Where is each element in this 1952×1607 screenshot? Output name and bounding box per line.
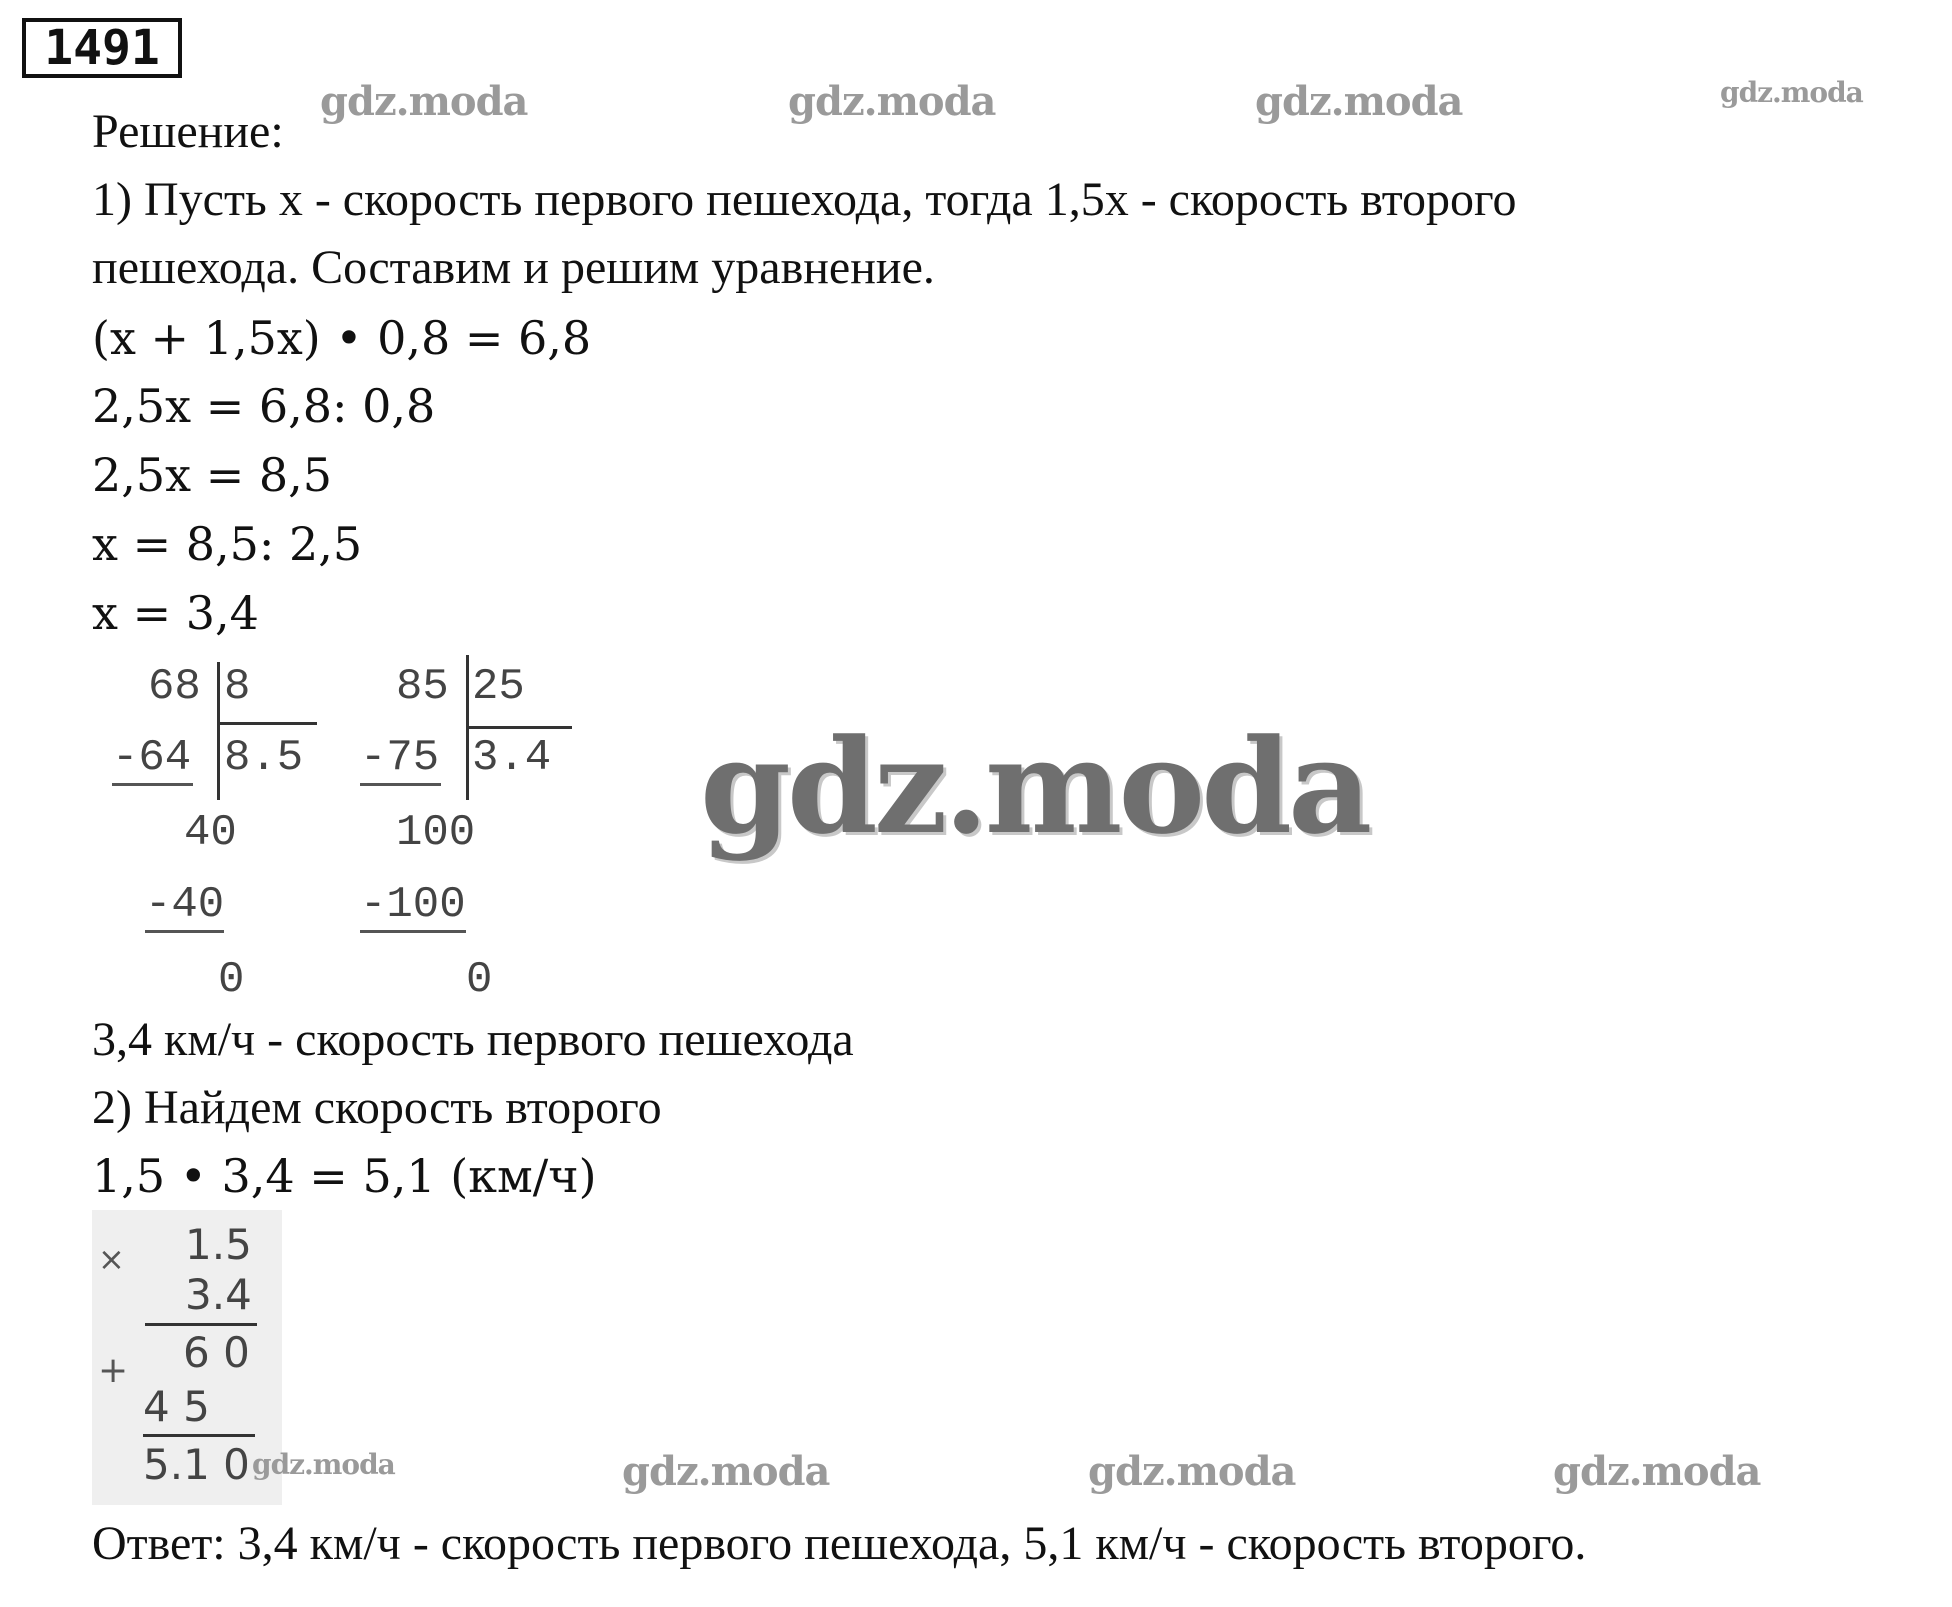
div1-remainder1: 40 (184, 808, 237, 858)
div1-dividend: 68 (148, 662, 201, 712)
answer: Ответ: 3,4 км/ч - скорость первого пешехода, 5,1 км/ч - скорость второго. (92, 1517, 1587, 1570)
div2-remainder1: 100 (396, 808, 476, 858)
watermark-bottom-3: gdz.moda (1553, 1448, 1761, 1495)
step2-label: 2) Найдем скорость второго (92, 1081, 662, 1134)
equation-3: 2,5x = 8,5 (92, 448, 333, 502)
div1-horizontal-bar (219, 722, 317, 725)
mult-line-2 (143, 1434, 255, 1437)
watermark-top-2: gdz.moda (788, 78, 996, 125)
div1-quotient: 8.5 (224, 733, 304, 783)
task-number: 1491 (22, 18, 182, 78)
mult-partial1: 6 0 (183, 1328, 250, 1377)
step2-equation: 1,5 • 3,4 = 5,1 (км/ч) (92, 1149, 597, 1203)
mult-factor2: 3.4 (185, 1270, 252, 1319)
div2-quotient: 3.4 (472, 733, 552, 783)
equation-5: x = 3,4 (92, 586, 259, 640)
mult-partial2: 4 5 (143, 1382, 210, 1431)
div2-horizontal-bar (468, 726, 572, 729)
div2-divisor: 25 (472, 662, 525, 712)
mult-plus-sign: + (98, 1350, 129, 1391)
watermark-bottom-1: gdz.moda (622, 1448, 830, 1495)
mult-line-1 (145, 1323, 257, 1326)
div2-remainder2: 0 (466, 955, 493, 1005)
div2-dividend: 85 (396, 662, 449, 712)
step1-line1: 1) Пусть x - скорость первого пешехода, тогда 1,5x - скорость второго (92, 173, 1517, 226)
equation-1: (x + 1,5x) • 0,8 = 6,8 (92, 311, 592, 365)
mult-factor1: 1.5 (185, 1220, 252, 1269)
div1-subtract2: -40 (145, 880, 224, 933)
mult-times-sign: × (98, 1240, 125, 1278)
div2-subtract1: -75 (360, 733, 441, 786)
watermark-bottom-2: gdz.moda (1088, 1448, 1296, 1495)
div1-divisor: 8 (224, 662, 251, 712)
watermark-top-4: gdz.moda (1720, 76, 1863, 109)
div2-subtract2: -100 (360, 880, 466, 933)
watermark-center: gdz.moda (700, 710, 1369, 863)
equation-4: x = 8,5: 2,5 (92, 517, 363, 571)
solution-label: Решение: (92, 105, 284, 158)
div1-vertical-bar (217, 662, 220, 800)
equation-2: 2,5x = 6,8: 0,8 (92, 379, 436, 433)
watermark-top-3: gdz.moda (1255, 78, 1463, 125)
div1-subtract1: -64 (112, 733, 193, 786)
mult-result: 5.1 0 (143, 1440, 250, 1489)
step1-line2: пешехода. Составим и решим уравнение. (92, 241, 935, 294)
result-first-speed: 3,4 км/ч - скорость первого пешехода (92, 1013, 854, 1066)
div1-remainder2: 0 (218, 955, 245, 1005)
watermark-bottom-small: gdz.moda (252, 1448, 395, 1481)
watermark-top-1: gdz.moda (320, 78, 528, 125)
